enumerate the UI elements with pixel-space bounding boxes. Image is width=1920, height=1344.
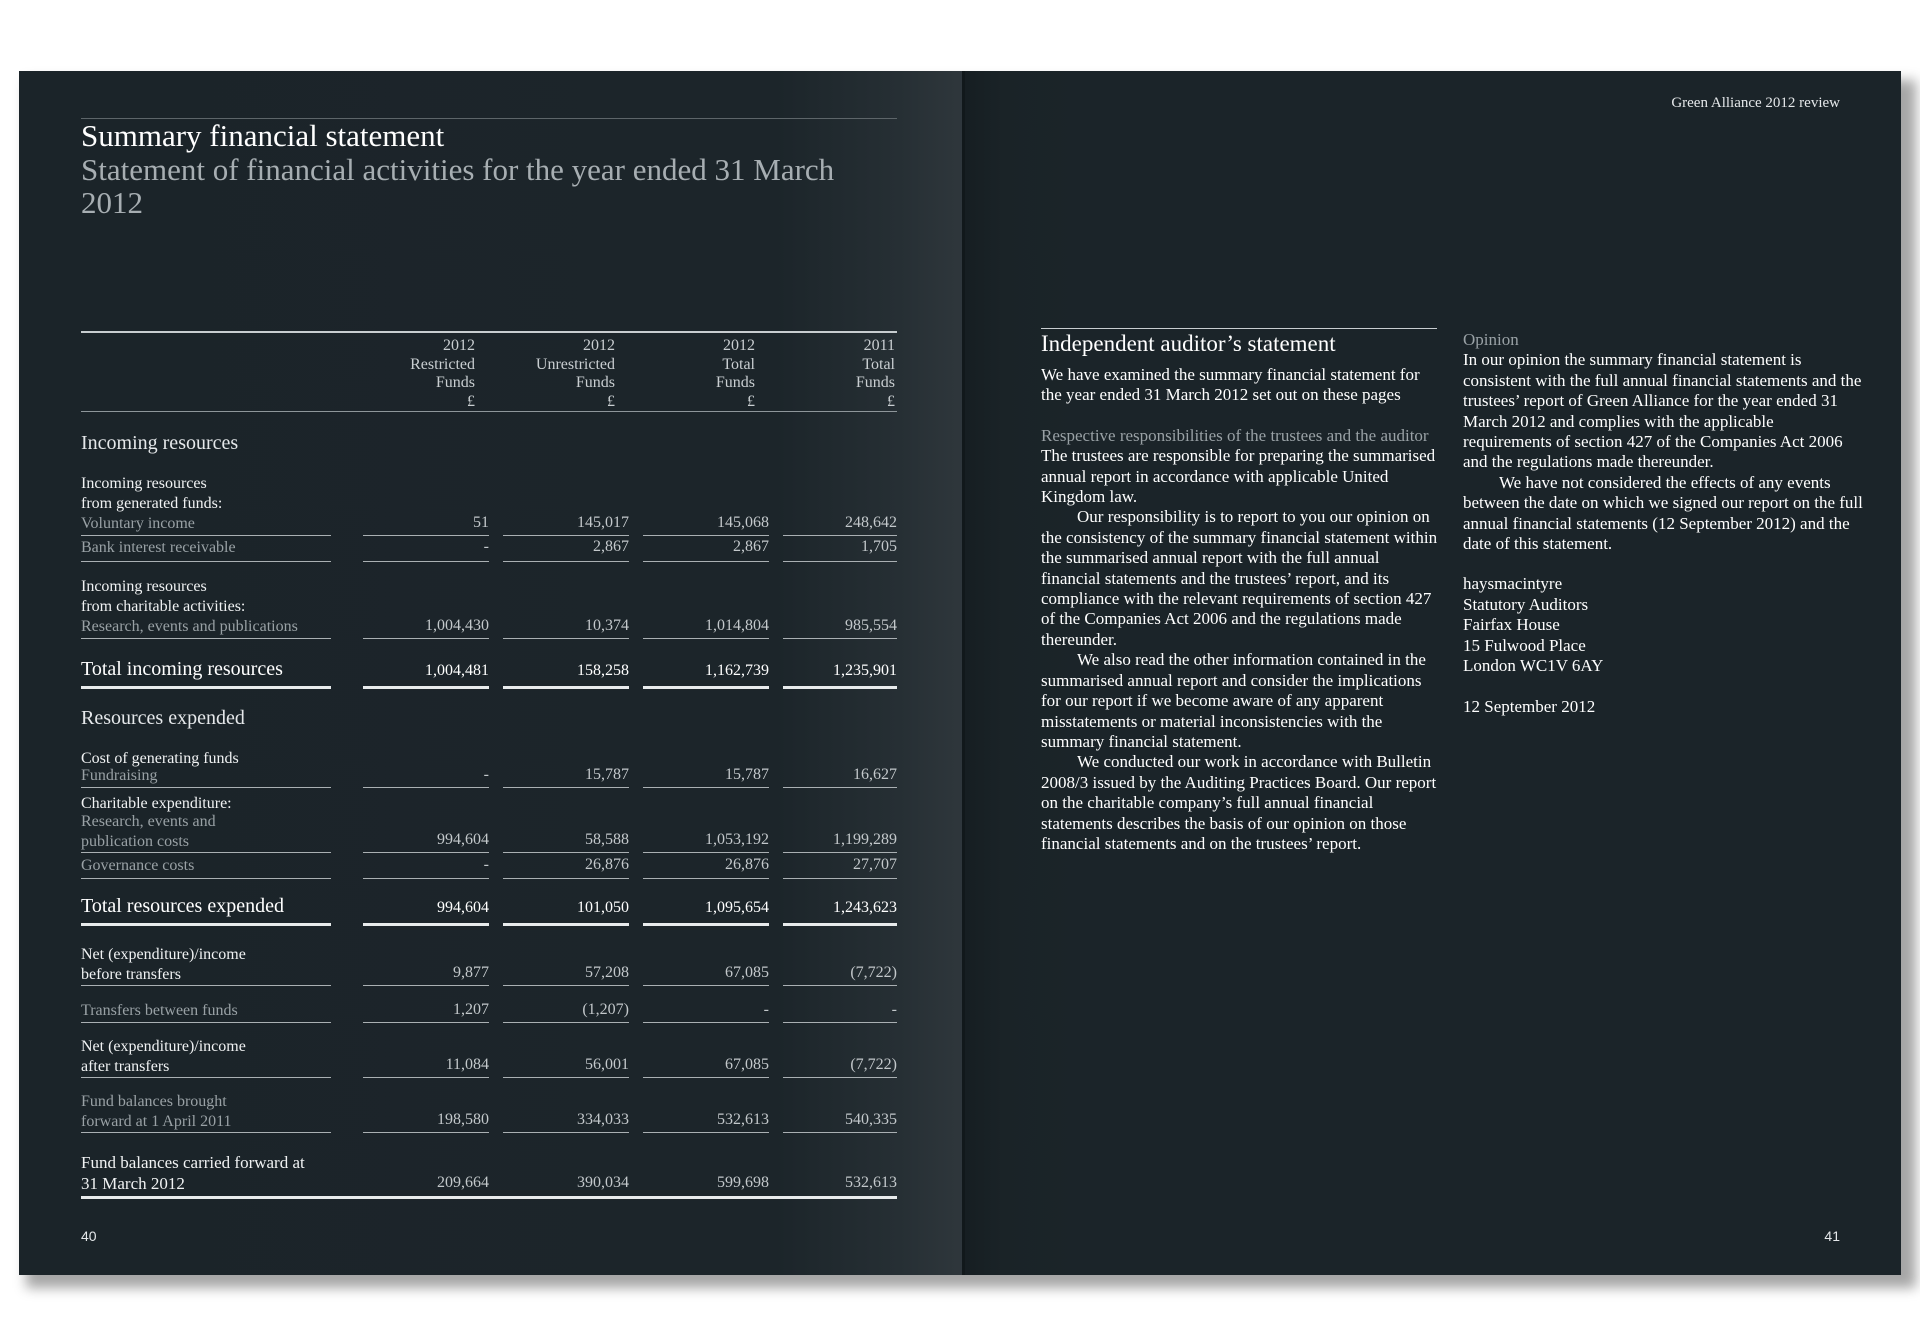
- cell-rule: [783, 1077, 897, 1078]
- cell-value: 209,664: [437, 1174, 489, 1191]
- cell-value: 10,374: [585, 617, 629, 634]
- cell-rule: [503, 878, 629, 879]
- row-label: Net (expenditure)/income before transfers: [81, 946, 246, 983]
- cell-value: 1,004,481: [425, 662, 489, 679]
- cell-value: 1,243,623: [833, 899, 897, 916]
- auditor-heading: Independent auditor’s statement: [1041, 331, 1336, 356]
- cell-value: 248,642: [845, 514, 897, 531]
- row-label: Fund balances carried forward at 31 March 2012: [81, 1153, 305, 1193]
- cell-value: -: [763, 1001, 769, 1018]
- cell-value: 9,877: [453, 964, 489, 981]
- row-rule: [81, 852, 331, 853]
- column-header-total-2011: 2011 Total Funds £: [855, 337, 895, 410]
- cell-value: 2,867: [733, 538, 769, 555]
- intro-paragraph: We have examined the summary financial statement for the year ended 31 March 2012 set out on these pages: [1041, 365, 1420, 405]
- row-label: Research, events and publication costs: [81, 813, 216, 850]
- responsibilities-heading: Respective responsibilities of the trustees and the auditor: [1041, 425, 1429, 445]
- cell-rule: [783, 852, 897, 853]
- paragraph-2: Our responsibility is to report to you our opinion on the consistency of the summary financial statement within the summarised annual report with the full annual financial statements and the trustees’ report, and its compliance with the relevant requirements of section 427 of the Companies Act 2006 and the regulations made thereunder.: [1041, 507, 1438, 649]
- cell-value: 1,199,289: [833, 831, 897, 848]
- cell-value: 2,867: [593, 538, 629, 555]
- page-number-right: 41: [1824, 1228, 1840, 1244]
- cell-value: 390,034: [577, 1174, 629, 1191]
- row-rule: [81, 878, 331, 879]
- cell-value: 145,017: [577, 514, 629, 531]
- running-head: Green Alliance 2012 review: [1671, 95, 1840, 111]
- row-label: Net (expenditure)/income after transfers: [81, 1038, 246, 1075]
- left-page: [19, 71, 965, 1275]
- cell-value: 16,627: [853, 766, 897, 783]
- row-rule: [81, 535, 331, 536]
- cell-rule: [783, 787, 897, 788]
- cell-rule: [643, 787, 769, 788]
- section-resources-expended: Resources expended: [81, 707, 245, 729]
- row-label: Bank interest receivable: [81, 539, 236, 556]
- address-line: London WC1V 6AY: [1463, 656, 1604, 676]
- right-page: [965, 71, 1901, 1275]
- cell-value: 101,050: [577, 899, 629, 916]
- cell-rule: [503, 985, 629, 986]
- cell-rule: [643, 638, 769, 639]
- subheading-generated: Incoming resources from generated funds:: [81, 475, 223, 512]
- cell-rule: [503, 561, 629, 562]
- row-label: Research, events and publications: [81, 618, 298, 635]
- opinion-paragraph-1: In our opinion the summary financial statement is consistent with the full annual financial statements and the trustees’ report of Green Alliance for the year ended 31 March 2012 and complies with the applicable requirements of section 427 of the Companies Act 2006 and the regulations made thereunder.: [1463, 350, 1862, 472]
- cell-rule: [363, 638, 489, 639]
- row-label: Voluntary income: [81, 515, 195, 532]
- cell-value: 1,095,654: [705, 899, 769, 916]
- cell-rule: [643, 985, 769, 986]
- cell-value: 56,001: [585, 1056, 629, 1073]
- cell-rule: [783, 686, 897, 689]
- cell-value: (7,722): [850, 1056, 897, 1073]
- cell-rule: [643, 852, 769, 853]
- heading-rule: [1041, 328, 1437, 329]
- cell-value: 26,876: [725, 856, 769, 873]
- row-rule: [81, 561, 331, 562]
- row-label: Total incoming resources: [81, 658, 283, 680]
- address-line: haysmacintyre: [1463, 574, 1563, 594]
- paragraph-4: We conducted our work in accordance with Bulletin 2008/3 issued by the Auditing Practices Board. Our report on the charitable company’s full annual financial statements describes the basis of our opinion on those financial statements and on the trustees’ report.: [1041, 752, 1437, 853]
- cell-value: 1,207: [453, 1001, 489, 1018]
- cell-value: 599,698: [717, 1174, 769, 1191]
- cell-value: 57,208: [585, 964, 629, 981]
- cell-rule: [783, 923, 897, 926]
- cell-rule: [363, 535, 489, 536]
- page-subtitle: Statement of financial activities for the year ended 31 March 2012: [81, 152, 835, 220]
- paragraph-3: We also read the other information contained in the summarised annual report and consider the implications for our report if we become aware of any apparent misstatements or material inconsistencies with the summary financial statement.: [1041, 650, 1426, 751]
- cell-rule: [363, 878, 489, 879]
- cell-value: 145,068: [717, 514, 769, 531]
- cell-value: 334,033: [577, 1111, 629, 1128]
- cell-value: 985,554: [845, 617, 897, 634]
- cell-value: 540,335: [845, 1111, 897, 1128]
- subheading-charitable: Incoming resources from charitable activities:: [81, 578, 246, 615]
- column-header-restricted: 2012 Restricted Funds £: [410, 337, 475, 410]
- cell-rule: [503, 923, 629, 926]
- cell-value: 26,876: [585, 856, 629, 873]
- cell-rule: [643, 878, 769, 879]
- cell-value: -: [483, 766, 489, 783]
- cell-rule: [643, 1022, 769, 1023]
- cell-rule: [783, 985, 897, 986]
- cell-rule: [363, 852, 489, 853]
- cell-value: 1,004,430: [425, 617, 489, 634]
- column-header-total-2012: 2012 Total Funds £: [715, 337, 755, 410]
- cell-rule: [503, 787, 629, 788]
- row-rule: [81, 638, 331, 639]
- page-title: Summary financial statement: [81, 118, 445, 153]
- auditor-statement: [1041, 328, 1441, 854]
- row-rule: [81, 1132, 331, 1133]
- cell-value: 51: [473, 514, 489, 531]
- statement-date: 12 September 2012: [1463, 696, 1596, 716]
- cell-value: 1,235,901: [833, 662, 897, 679]
- cell-value: -: [891, 1001, 897, 1018]
- cell-rule: [503, 1077, 629, 1078]
- cell-rule: [363, 923, 489, 926]
- row-rule: [81, 1077, 331, 1078]
- row-rule: [81, 1022, 331, 1023]
- row-label: Transfers between funds: [81, 1002, 238, 1019]
- cell-value: 15,787: [585, 766, 629, 783]
- cell-value: -: [483, 856, 489, 873]
- paragraph-1: The trustees are responsible for preparing the summarised annual report in accordance with applicable United Kingdom law.: [1041, 446, 1436, 507]
- subheading-cost-generating: Cost of generating funds: [81, 750, 239, 767]
- address-line: 15 Fulwood Place: [1463, 635, 1586, 655]
- cell-value: 198,580: [437, 1111, 489, 1128]
- cell-rule: [643, 1077, 769, 1078]
- cell-rule: [503, 1022, 629, 1023]
- cell-rule: [643, 923, 769, 926]
- section-incoming-resources: Incoming resources: [81, 432, 239, 454]
- cell-value: 1,162,739: [705, 662, 769, 679]
- cell-value: -: [483, 538, 489, 555]
- cell-value: 58,588: [585, 831, 629, 848]
- row-rule: [81, 1196, 331, 1199]
- opinion-heading: Opinion: [1463, 330, 1519, 349]
- row-rule: [81, 686, 331, 689]
- row-label: Total resources expended: [81, 895, 284, 917]
- cell-rule: [783, 878, 897, 879]
- cell-rule: [503, 535, 629, 536]
- cell-rule: [783, 1132, 897, 1133]
- cell-rule: [363, 561, 489, 562]
- row-rule: [81, 923, 331, 926]
- cell-value: 15,787: [725, 766, 769, 783]
- cell-rule: [783, 638, 897, 639]
- cell-rule: [783, 1022, 897, 1023]
- cell-value: (7,722): [850, 964, 897, 981]
- cell-value: 1,053,192: [705, 831, 769, 848]
- cell-value: 532,613: [717, 1111, 769, 1128]
- cell-value: (1,207): [582, 1001, 629, 1018]
- cell-rule: [363, 985, 489, 986]
- cell-value: 994,604: [437, 899, 489, 916]
- cell-rule: [503, 852, 629, 853]
- cell-rule: [503, 686, 629, 689]
- cell-rule: [363, 1022, 489, 1023]
- row-label: Fundraising: [81, 767, 158, 784]
- row-label: Fund balances brought forward at 1 April 2011: [81, 1093, 232, 1130]
- row-rule: [81, 787, 331, 788]
- cell-rule: [783, 561, 897, 562]
- cell-value: 1,014,804: [705, 617, 769, 634]
- cell-rule: [503, 1132, 629, 1133]
- cell-rule: [643, 535, 769, 536]
- row-label: Governance costs: [81, 857, 195, 874]
- cell-rule: [643, 686, 769, 689]
- cell-value: 158,258: [577, 662, 629, 679]
- column-header-unrestricted: 2012 Unrestricted Funds £: [535, 337, 615, 410]
- cell-rule: [363, 787, 489, 788]
- subheading-charitable-expenditure: Charitable expenditure:: [81, 795, 232, 812]
- cell-rule: [783, 535, 897, 536]
- cell-rule: [643, 561, 769, 562]
- cell-value: 67,085: [725, 1056, 769, 1073]
- cell-rule: [363, 1077, 489, 1078]
- opinion-column: [1463, 330, 1863, 717]
- cell-rule: [503, 638, 629, 639]
- header-top-rule: [81, 331, 897, 333]
- page-number-left: 40: [81, 1228, 97, 1244]
- cell-value: 1,705: [861, 538, 897, 555]
- brochure-spread: [19, 71, 1901, 1275]
- cell-rule: [643, 1132, 769, 1133]
- cell-rule: [363, 686, 489, 689]
- opinion-paragraph-2: We have not considered the effects of any events between the date on which we signed our report on the full annual financial statements (12 September 2012) and the date of this statement.: [1463, 472, 1863, 554]
- cell-value: 994,604: [437, 831, 489, 848]
- header-bottom-rule: [81, 411, 897, 412]
- cell-rule: [363, 1132, 489, 1133]
- cell-value: 532,613: [845, 1174, 897, 1191]
- auditor-address: [1463, 574, 1863, 676]
- cell-rule: [331, 1196, 897, 1199]
- cell-value: 67,085: [725, 964, 769, 981]
- row-rule: [81, 985, 331, 986]
- cell-value: 27,707: [853, 856, 897, 873]
- cell-value: 11,084: [445, 1056, 489, 1073]
- address-line: Statutory Auditors: [1463, 594, 1589, 614]
- address-line: Fairfax House: [1463, 615, 1560, 635]
